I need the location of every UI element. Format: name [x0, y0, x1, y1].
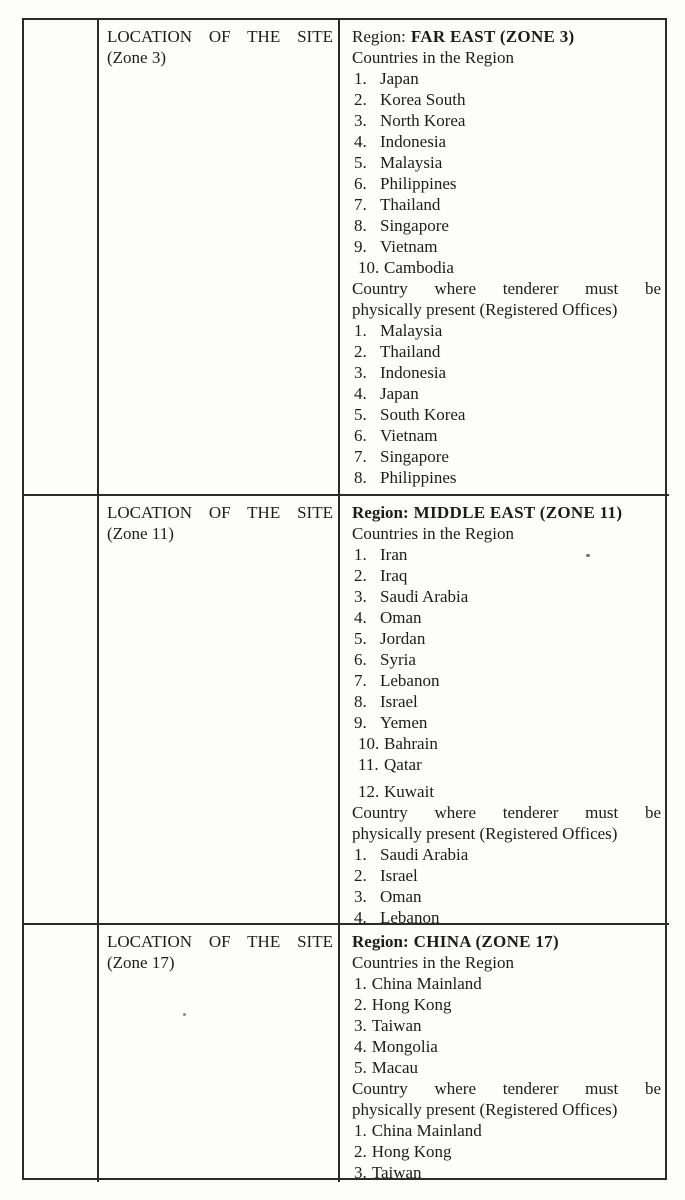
- site-location-label: LOCATION OF THE SITE: [107, 27, 333, 46]
- country-item: Macau: [371, 1058, 419, 1077]
- region-name: MIDDLE EAST (ZONE 11): [413, 503, 623, 522]
- region-cell-zone-3: [340, 20, 669, 496]
- country-item: Qatar: [384, 755, 422, 774]
- country-item: Hong Kong: [371, 995, 452, 1014]
- country-item: Mongolia: [371, 1037, 438, 1056]
- site-location-cell-zone-3: [99, 20, 340, 496]
- country-item: Korea South: [380, 90, 466, 109]
- countries-list: [352, 68, 661, 278]
- registered-heading-line2: physically present (Registered Offices): [352, 300, 618, 319]
- country-item: South Korea: [380, 405, 466, 424]
- empty-cell-zone-17: [24, 925, 99, 1182]
- region-cell-zone-11: [340, 496, 669, 925]
- registered-heading: [352, 1078, 661, 1120]
- scan-speck: [586, 554, 590, 557]
- countries-list: [352, 544, 661, 802]
- country-item: Lebanon: [380, 908, 440, 925]
- country-item: North Korea: [380, 111, 466, 130]
- region-title: [352, 502, 661, 523]
- country-item: Iran: [380, 545, 408, 564]
- registered-heading-line2: physically present (Registered Offices): [352, 824, 618, 843]
- region-title: [352, 931, 661, 952]
- country-item: Japan: [380, 69, 419, 88]
- zone-number-label: (Zone 11): [107, 524, 174, 543]
- country-item: Syria: [380, 650, 416, 669]
- countries-heading: Countries in the Region: [352, 953, 514, 972]
- region-name: FAR EAST (ZONE 3): [410, 27, 575, 46]
- countries-list: [352, 973, 661, 1078]
- region-cell-zone-17: [340, 925, 669, 1182]
- country-item: Japan: [380, 384, 419, 403]
- country-item: Oman: [380, 887, 422, 906]
- country-item: Oman: [380, 608, 422, 627]
- country-item: Vietnam: [380, 237, 438, 256]
- zone-number-label: (Zone 3): [107, 48, 167, 67]
- country-item: China Mainland: [371, 974, 482, 993]
- country-item: Israel: [380, 692, 418, 711]
- country-item: Malaysia: [380, 321, 443, 340]
- empty-cell-zone-3: [24, 20, 99, 496]
- region-prefix: Region:: [352, 27, 406, 46]
- country-item: Bahrain: [384, 734, 438, 753]
- country-item: Hong Kong: [371, 1142, 452, 1161]
- country-item: Israel: [380, 866, 418, 885]
- country-item: Lebanon: [380, 671, 440, 690]
- country-item: Thailand: [380, 342, 441, 361]
- country-item: Iraq: [380, 566, 408, 585]
- registered-heading-line1: Country where tenderer must be: [352, 279, 661, 298]
- site-location-cell-zone-11: [99, 496, 340, 925]
- empty-cell-zone-11: [24, 496, 99, 925]
- country-item: Philippines: [380, 468, 457, 487]
- country-item: Indonesia: [380, 363, 447, 382]
- registered-heading: [352, 802, 661, 844]
- zones-table: [22, 18, 667, 1180]
- registered-heading: [352, 278, 661, 320]
- scan-speck: [183, 1013, 186, 1016]
- registered-countries-list: [352, 1120, 661, 1182]
- country-item: Thailand: [380, 195, 441, 214]
- countries-heading: Countries in the Region: [352, 48, 514, 67]
- country-item: China Mainland: [371, 1121, 482, 1140]
- country-item: Taiwan: [371, 1163, 422, 1182]
- country-item: Cambodia: [384, 258, 454, 277]
- country-item: Vietnam: [380, 426, 438, 445]
- site-location-label: LOCATION OF THE SITE: [107, 932, 333, 951]
- site-location-cell-zone-17: [99, 925, 340, 1182]
- country-item: Jordan: [380, 629, 426, 648]
- registered-heading-line1: Country where tenderer must be: [352, 803, 661, 822]
- country-item: Saudi Arabia: [380, 587, 469, 606]
- country-item: Singapore: [380, 216, 449, 235]
- registered-countries-list: [352, 320, 661, 488]
- country-item: Taiwan: [371, 1016, 422, 1035]
- country-item: Singapore: [380, 447, 449, 466]
- region-prefix: Region:: [352, 932, 409, 951]
- region-name: CHINA (ZONE 17): [413, 932, 559, 951]
- site-location-label: LOCATION OF THE SITE: [107, 503, 333, 522]
- region-prefix: Region:: [352, 503, 409, 522]
- registered-countries-list: [352, 844, 661, 925]
- registered-heading-line1: Country where tenderer must be: [352, 1079, 661, 1098]
- country-item: Philippines: [380, 174, 457, 193]
- country-item: Malaysia: [380, 153, 443, 172]
- zone-number-label: (Zone 17): [107, 953, 175, 972]
- countries-heading: Countries in the Region: [352, 524, 514, 543]
- country-item: Saudi Arabia: [380, 845, 469, 864]
- country-item: Indonesia: [380, 132, 447, 151]
- region-title: [352, 26, 661, 47]
- country-item: Yemen: [380, 713, 428, 732]
- registered-heading-line2: physically present (Registered Offices): [352, 1100, 618, 1119]
- country-item: Kuwait: [384, 782, 435, 801]
